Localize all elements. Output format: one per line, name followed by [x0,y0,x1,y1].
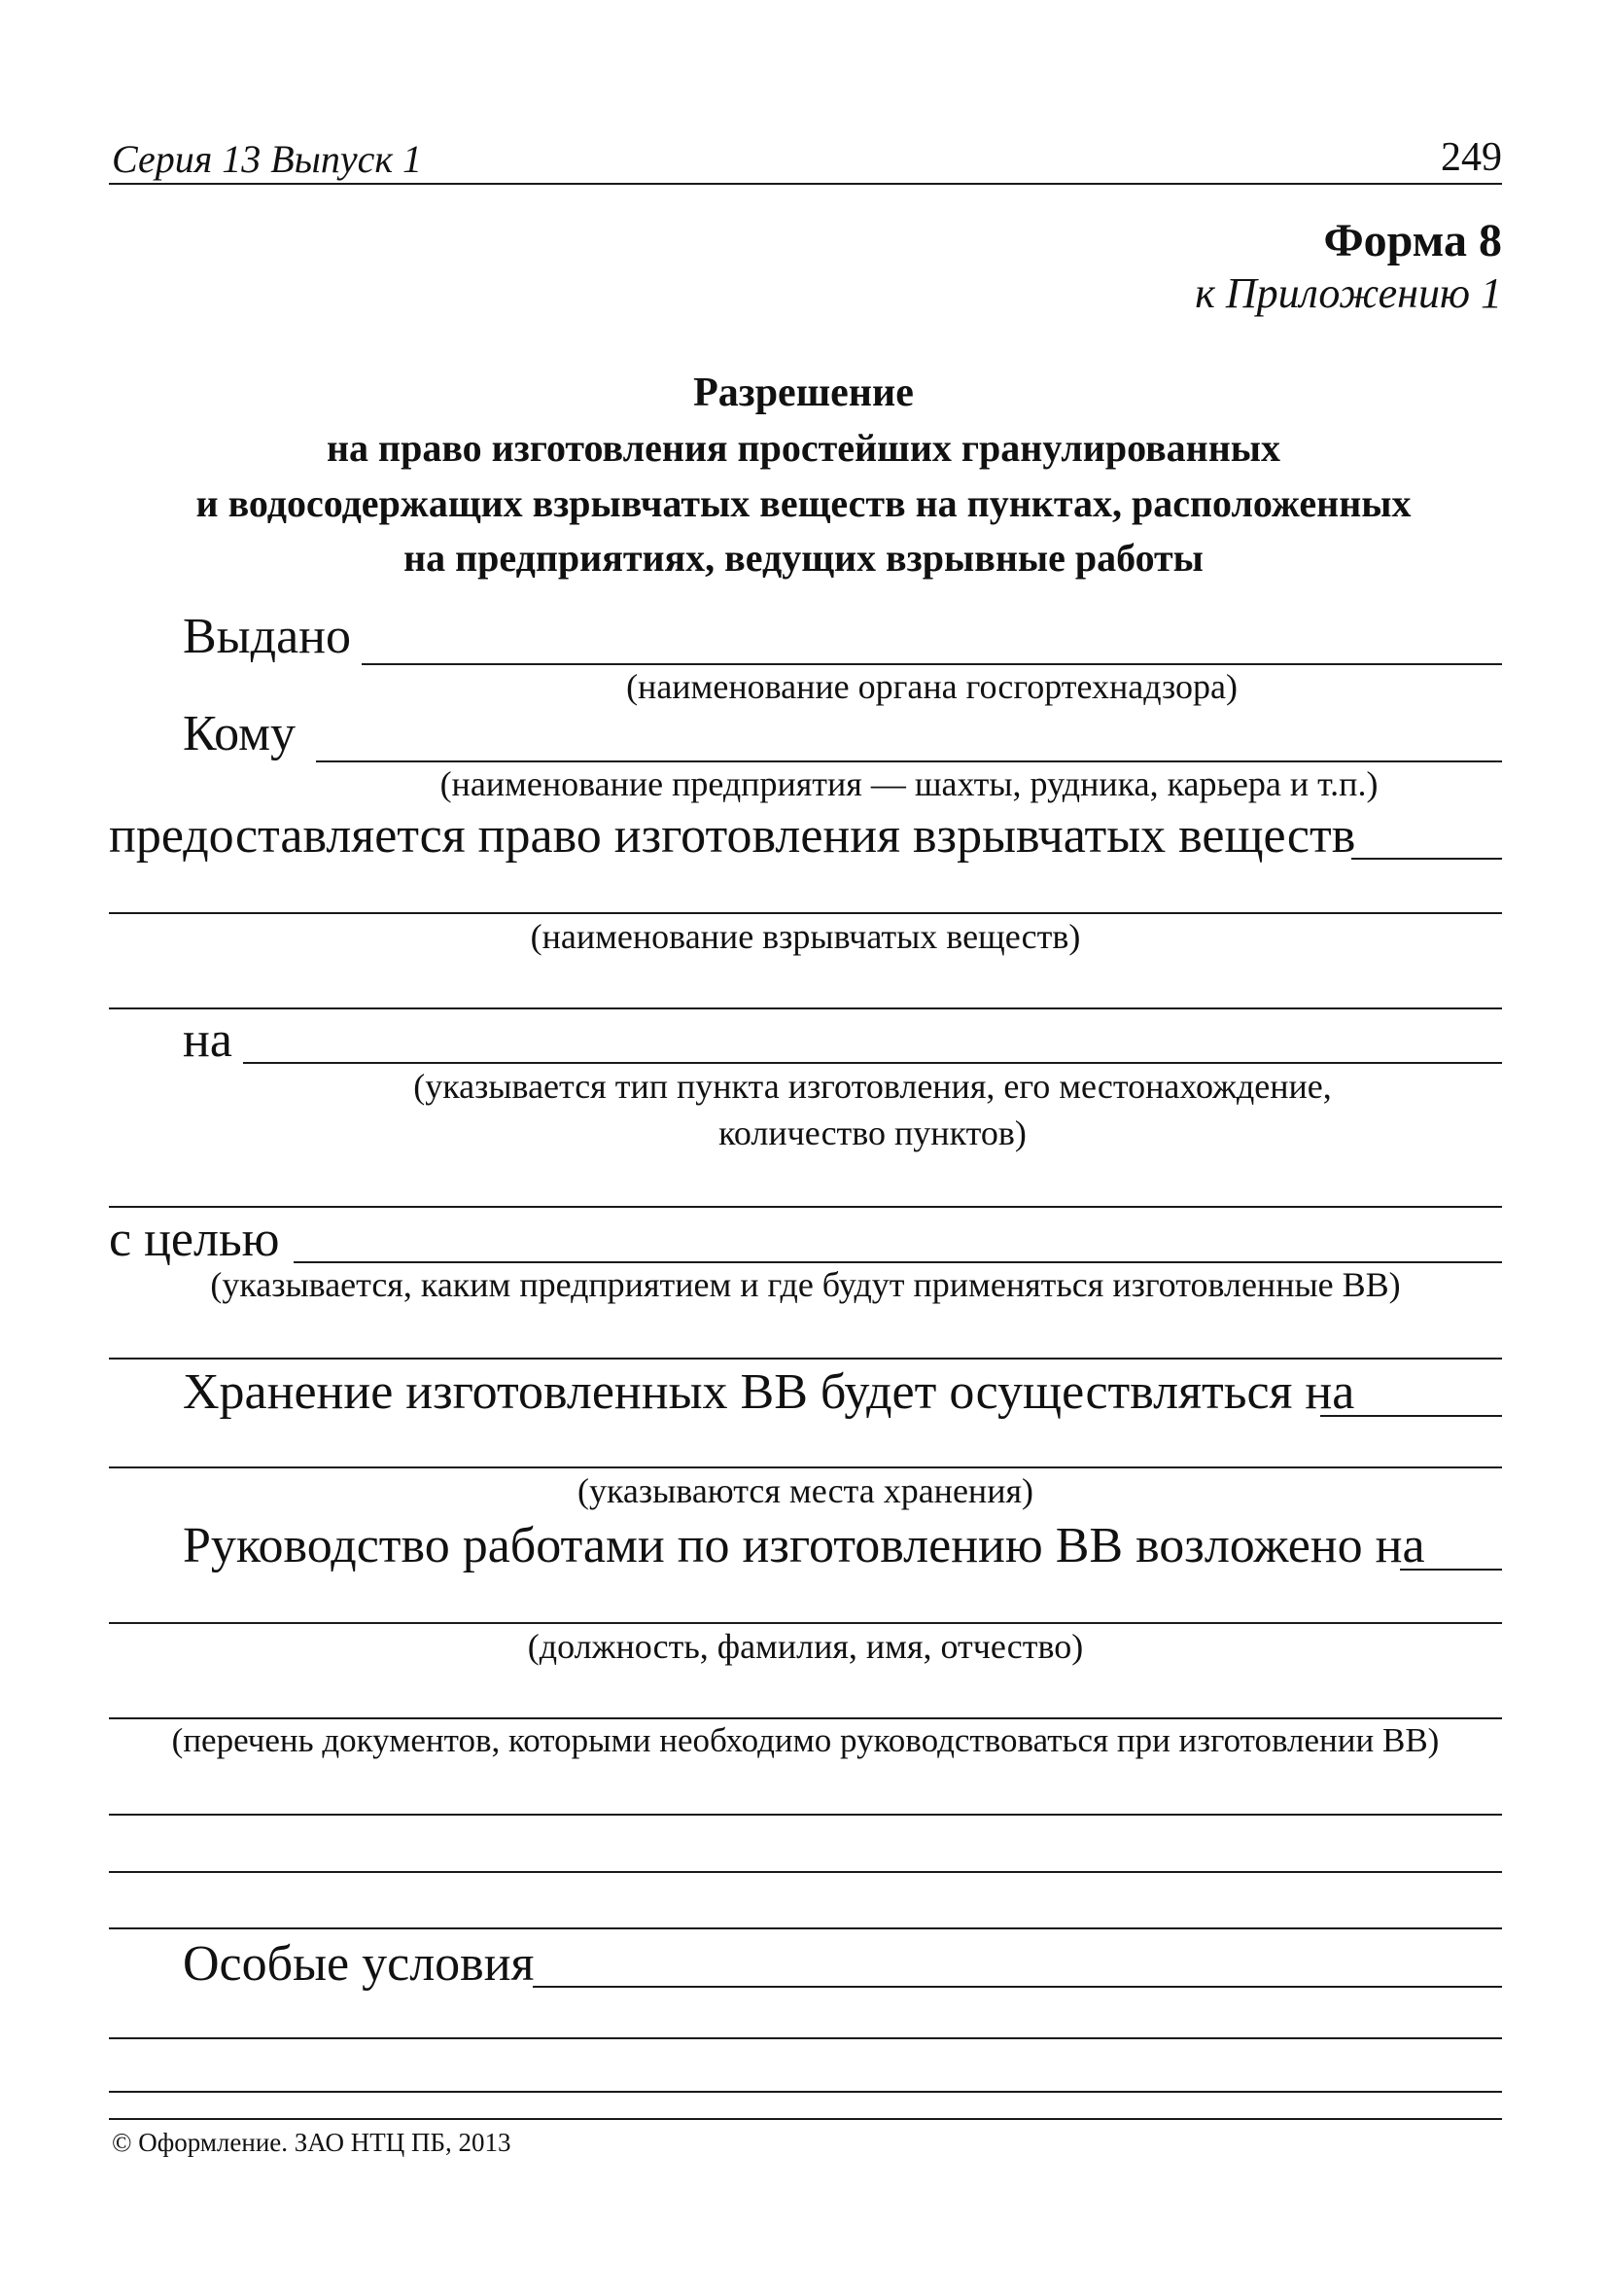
management-line[interactable] [109,1622,1502,1624]
storage-line-tail[interactable] [1320,1415,1502,1417]
management-note: (должность, фамилия, имя, отчество) [527,1627,1084,1666]
blank-line-7[interactable] [109,2037,1502,2039]
page-number: 249 [1441,135,1502,180]
explosives-line[interactable] [109,912,1502,914]
documents-line[interactable] [109,1717,1502,1719]
purpose-note: (указывается, каким предприятием и где будут применяться изготовленные ВВ) [210,1265,1401,1304]
header-rule [109,183,1502,185]
blank-line-3[interactable] [109,1358,1502,1360]
storage-label: Хранение изготовленных ВВ будет осуществляться на [183,1364,1355,1420]
issued-note: (наименование органа госгортехнадзора) [626,667,1238,706]
on-note-1: (указывается тип пункта изготовления, его местонахождение, [413,1067,1332,1106]
conditions-label: Особые условия [183,1936,535,1992]
documents-note: (перечень документов, которыми необходимо руководствоваться при изготовлении ВВ) [171,1721,1440,1759]
title-line-4: на предприятиях, ведущих взрывные работы [403,536,1204,580]
right-label: предоставляется право изготовления взрывчатых веществ [109,808,1356,864]
to-label: Кому [183,706,297,761]
storage-note: (указываются места хранения) [576,1471,1034,1510]
issued-line[interactable] [362,663,1502,665]
on-label: на [183,1012,232,1068]
on-note-2: количество пунктов) [718,1113,1027,1152]
conditions-line[interactable] [533,1986,1502,1988]
purpose-label: с целью [109,1212,280,1267]
issued-label: Выдано [183,609,351,664]
appendix-label: к Приложению 1 [1195,269,1502,317]
blank-line-4[interactable] [109,1814,1502,1816]
purpose-line[interactable] [294,1261,1502,1263]
series-header: Серия 13 Выпуск 1 [112,137,423,181]
right-line-tail[interactable] [1351,858,1502,860]
blank-line-2[interactable] [109,1206,1502,1208]
footer-rule [109,2118,1502,2120]
blank-line-5[interactable] [109,1871,1502,1873]
on-line[interactable] [243,1062,1502,1064]
blank-line-8[interactable] [109,2091,1502,2093]
management-label: Руководство работами по изготовлению ВВ возложено на [183,1518,1425,1573]
form-number: Форма 8 [1323,215,1502,266]
storage-line[interactable] [109,1466,1502,1468]
document-title: Разрешение [693,371,914,415]
title-line-2: на право изготовления простейших гранулированных [327,426,1280,470]
copyright-notice: © Оформление. ЗАО НТЦ ПБ, 2013 [112,2128,511,2157]
explosives-note: (наименование взрывчатых веществ) [530,917,1081,956]
to-line[interactable] [316,760,1502,762]
blank-line-6[interactable] [109,1927,1502,1929]
blank-line-1[interactable] [109,1007,1502,1009]
title-line-3: и водосодержащих взрывчатых веществ на пунктах, расположенных [195,481,1412,525]
management-line-tail[interactable] [1400,1569,1502,1571]
to-note: (наименование предприятия — шахты, рудника, карьера и т.п.) [439,764,1379,803]
